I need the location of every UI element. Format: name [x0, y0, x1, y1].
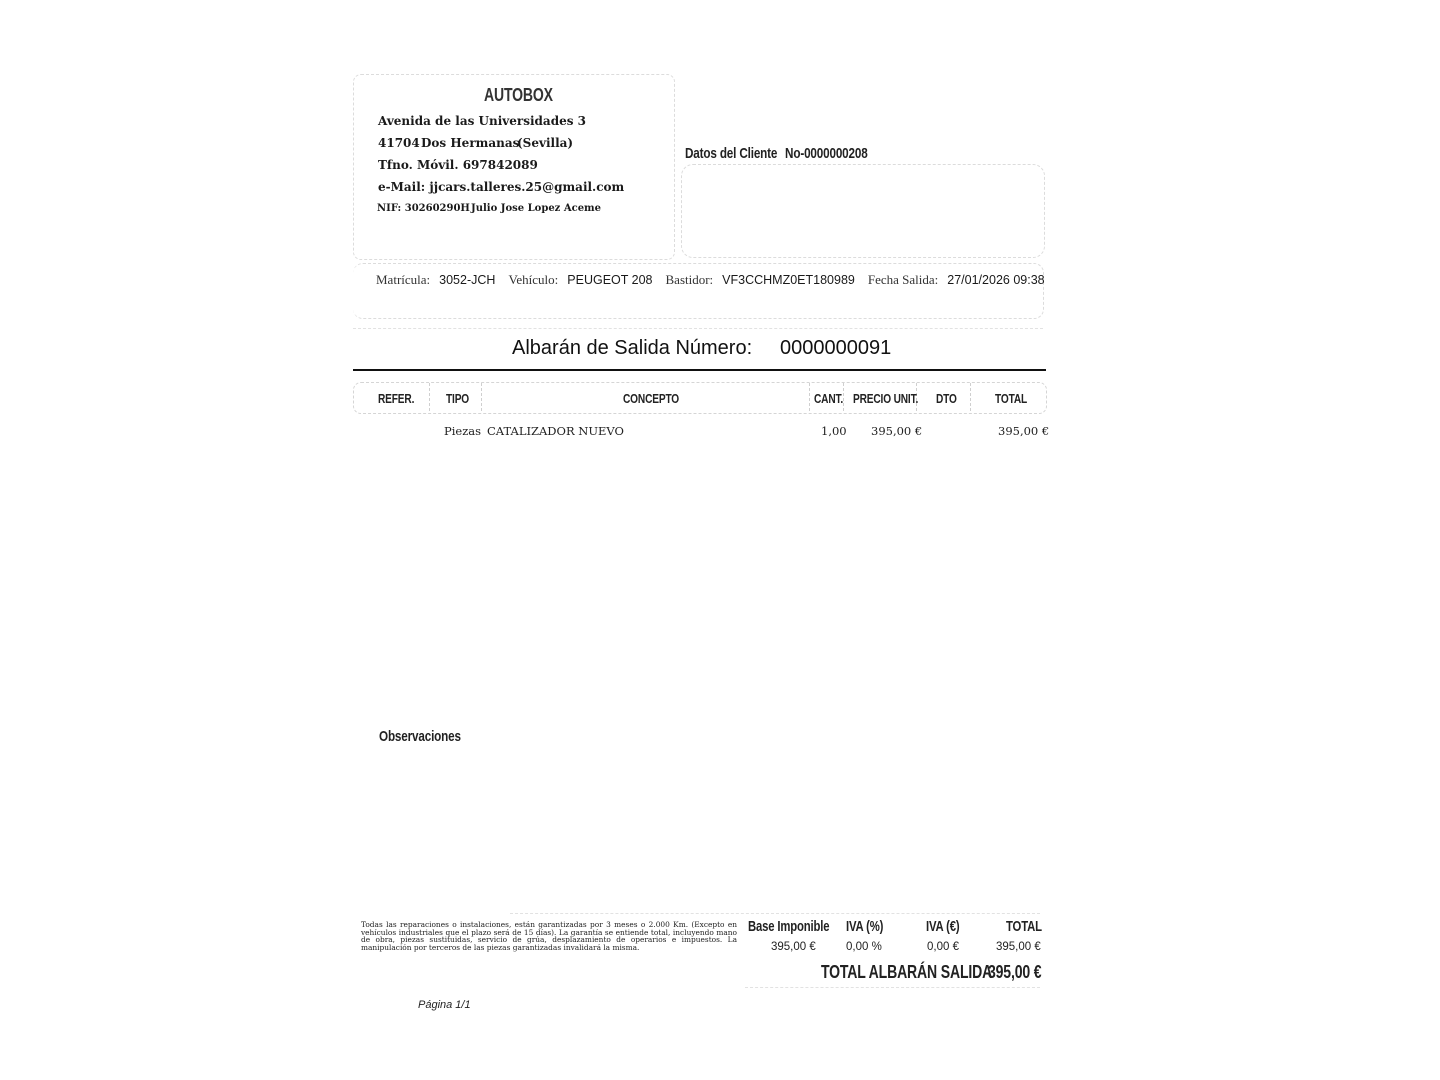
column-header-tipo: TIPO	[446, 391, 470, 406]
page-number: Página 1/1	[418, 999, 471, 1011]
total-value: 395,00 €	[996, 941, 1041, 953]
iva-pct-value: 0,00 %	[846, 941, 882, 953]
company-province: (Sevilla)	[517, 136, 574, 150]
vehicle-value: PEUGEOT 208	[567, 273, 653, 287]
client-info-box	[681, 164, 1045, 258]
company-postal-code: 41704	[378, 136, 420, 150]
base-value: 395,00 €	[771, 941, 816, 953]
column-separator	[429, 383, 431, 411]
iva-eur-value: 0,00 €	[927, 941, 959, 953]
vin-value: VF3CCHMZ0ET180989	[722, 273, 855, 287]
iva-eur-label: IVA (€)	[926, 919, 960, 935]
column-header-cant: CANT.	[814, 391, 844, 406]
column-header-dto: DTO	[936, 391, 957, 406]
grand-total-label: TOTAL ALBARÁN SALIDA	[821, 962, 993, 982]
company-nif: NIF: 30260290H	[377, 203, 470, 214]
column-separator	[843, 383, 845, 411]
column-separator	[970, 383, 972, 411]
plate-label: Matrícula:	[376, 272, 431, 287]
company-owner: Julio Jose Lopez Aceme	[471, 203, 601, 214]
company-address: Avenida de las Universidades 3	[378, 114, 586, 128]
divider	[353, 328, 1043, 329]
base-label: Base Imponible	[748, 919, 830, 935]
company-phone: Tfno. Móvil. 697842089	[378, 158, 538, 172]
client-section-title	[685, 145, 868, 162]
column-separator	[481, 383, 483, 411]
row-concepto: CATALIZADOR NUEVO	[487, 424, 624, 438]
row-tipo: Piezas	[444, 424, 482, 438]
row-precio: 395,00 €	[871, 424, 923, 438]
column-header-concepto: CONCEPTO	[623, 391, 680, 406]
vehicle-info-row	[376, 271, 1045, 289]
observations-label: Observaciones	[379, 728, 461, 745]
document-number: 0000000091	[780, 337, 892, 359]
row-total: 395,00 €	[998, 424, 1050, 438]
iva-pct-label: IVA (%)	[846, 919, 884, 935]
grand-total-value: 395,00 €	[988, 962, 1042, 982]
company-email: e-Mail: jjcars.talleres.25@gmail.com	[378, 180, 625, 194]
document-title: Albarán de Salida Número:	[512, 337, 753, 359]
title-rule	[353, 369, 1046, 371]
date-value: 27/01/2026 09:38	[947, 273, 1045, 287]
row-cant: 1,00	[821, 424, 847, 438]
column-header-precio: PRECIO UNIT.	[853, 391, 919, 406]
column-header-total: TOTAL	[995, 391, 1028, 406]
client-number: No-0000000208	[785, 145, 868, 162]
column-separator	[809, 383, 811, 411]
divider	[745, 987, 1040, 988]
plate-value: 3052-JCH	[439, 273, 496, 287]
company-city: Dos Hermanas	[421, 136, 520, 150]
warranty-text: Todas las reparaciones o instalaciones, están garantizadas por 3 meses o 2.000 Km. (Excepto en vehículos industriales que el plazo será de 15 días). La garantía se entiende total, incluyendo mano de obra, piezas sustituidas, servicio de grúa, desplazamiento de operarios e impuestos. La manipulación por terceros de las piezas garantizadas invalidará la misma.	[361, 920, 737, 952]
column-header-ref: REFER.	[378, 391, 415, 406]
vehicle-label: Vehículo:	[508, 272, 559, 287]
client-title: Datos del Cliente	[685, 145, 778, 162]
date-label: Fecha Salida:	[867, 272, 939, 287]
vin-label: Bastidor:	[665, 272, 714, 287]
divider	[510, 913, 1040, 914]
company-name: AUTOBOX	[484, 85, 553, 105]
total-label: TOTAL	[1006, 919, 1042, 935]
